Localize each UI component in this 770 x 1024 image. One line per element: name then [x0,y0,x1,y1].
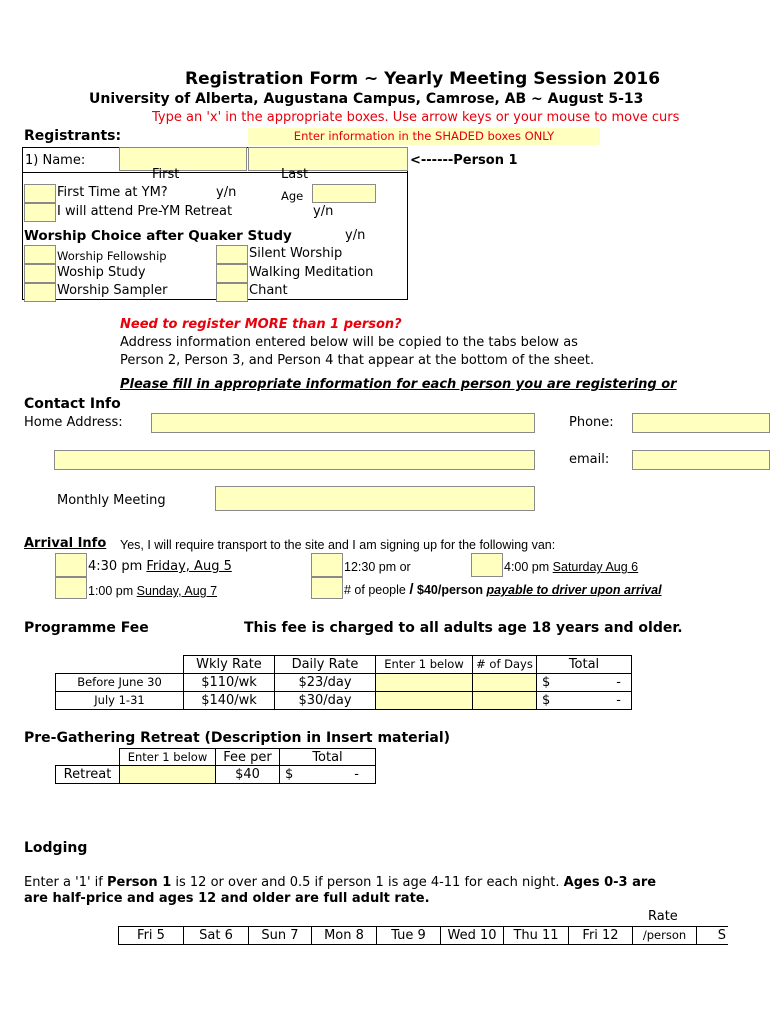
yn-label: y/n [216,185,237,200]
home-address-input[interactable] [151,413,535,433]
currency: $ [542,675,551,690]
van-sunday-day: Sunday, Aug 7 [136,584,218,598]
days-before-input[interactable] [472,673,537,692]
last-name-input[interactable] [248,147,408,171]
worship-study-input[interactable] [24,264,56,283]
pre-ym-input[interactable] [24,203,56,222]
phone-input[interactable] [632,413,770,433]
weekly-rate-before: $110/wk [183,673,275,692]
arrival-heading: Arrival Info [24,536,107,551]
lodging-text [24,875,728,891]
age-input[interactable] [312,184,376,203]
first-time-input[interactable] [24,184,56,203]
people-count-input[interactable] [311,577,343,599]
registrants-heading: Registrants: [24,128,122,144]
worship-fellowship-label: Worship Fellowship [57,249,167,263]
last-label: Last [281,167,309,182]
van-saturday-label [504,559,638,575]
weekly-rate-july: $140/wk [183,691,275,710]
lodging-text-c: is 12 or over and 0.5 if person 1 is age 4-11 for each night. [171,875,564,890]
address-line-2-input[interactable] [54,450,535,470]
van-friday-day: Friday, Aug 5 [146,559,232,574]
retreat-label: Retreat [55,765,120,784]
retreat-enter-input[interactable] [119,765,216,784]
chant-input[interactable] [216,283,248,302]
pre-ym-label: I will attend Pre-YM Retreat [57,204,233,219]
form-title: Registration Form ~ Yearly Meeting Session 2016 [185,69,661,89]
total-value: - [354,767,359,782]
email-label: email: [569,452,610,467]
total-before [536,673,632,692]
van-saturday-day: Saturday Aug 6 [552,560,639,574]
days-july-input[interactable] [472,691,537,710]
enter-july-input[interactable] [375,691,473,710]
retreat-fee: $40 [215,765,280,784]
retreat-total [279,765,376,784]
total-value: - [616,693,621,708]
worship-sampler-label: Worship Sampler [57,283,168,298]
retreat-col-total: Total [279,748,376,766]
yn-label: y/n [345,228,366,243]
people-label: # of people [344,583,406,597]
enter-before-input[interactable] [375,673,473,692]
monthly-meeting-input[interactable] [215,486,535,511]
email-input[interactable] [632,450,770,470]
monthly-meeting-label: Monthly Meeting [57,493,166,508]
total-july [536,691,632,710]
retreat-heading: Pre-Gathering Retreat (Description in Insert material) [24,730,451,746]
contact-heading: Contact Info [24,396,121,412]
row-label-before: Before June 30 [55,673,184,692]
chant-label: Chant [249,283,288,298]
first-name-input[interactable] [119,147,247,171]
retreat-col-fee: Fee per [215,748,280,766]
day-wed-10: Wed 10 [440,926,504,945]
lodging-rate-label: Rate [648,909,678,924]
payable-label: payable to driver upon arrival [486,583,662,597]
van-sunday-time-text: 1:00 pm [88,584,134,598]
worship-fellowship-input[interactable] [24,245,56,264]
programme-note: This fee is charged to all adults age 18 years and older. [244,620,683,636]
first-label: First [152,167,180,182]
silent-worship-label: Silent Worship [249,246,343,261]
age-label: Age [281,189,304,203]
lodging-text-a: Enter a '1' if [24,875,107,890]
worship-study-label: Woship Study [57,265,146,280]
name-label: 1) Name: [25,153,86,168]
van-1230-input[interactable] [311,553,343,577]
more-heading: Need to register MORE than 1 person? [120,317,402,332]
rate-per-person: /person [632,926,697,945]
total-value: - [616,675,621,690]
day-sun-7: Sun 7 [248,926,312,945]
worship-sampler-input[interactable] [24,283,56,302]
van-sunday-input[interactable] [55,577,87,599]
day-mon-8: Mon 8 [311,926,377,945]
currency: $ [285,767,294,782]
lodging-text-d: Ages 0-3 are [563,875,657,890]
people-price [344,582,662,598]
daily-rate-july: $30/day [274,691,376,710]
col-total: Total [536,655,632,674]
lodging-person: Person 1 [107,875,172,890]
van-friday-time [88,559,232,575]
col-enter-1: Enter 1 below [375,655,473,674]
person-1-label: <------Person 1 [410,153,518,168]
yn-label: y/n [313,204,334,219]
day-cut-off: S [696,926,728,945]
retreat-col-enter: Enter 1 below [119,748,216,766]
day-fri-5: Fri 5 [118,926,184,945]
walking-meditation-label: Walking Meditation [249,265,374,280]
phone-label: Phone: [569,415,614,430]
please-note-clip [120,377,728,393]
more-line-2: Person 2, Person 3, and Person 4 that appear at the bottom of the sheet. [120,353,595,368]
day-sat-6: Sat 6 [183,926,249,945]
lodging-text-clip [24,875,728,891]
home-address-label: Home Address: [24,415,123,430]
day-thu-11: Thu 11 [503,926,569,945]
please-note: Please fill in appropriate information for each person you are registering or [120,377,677,392]
daily-rate-before: $23/day [274,673,376,692]
col-weekly-rate: Wkly Rate [183,655,275,674]
arrival-text: Yes, I will require transport to the site and I am signing up for the following van: [120,538,556,552]
van-saturday-input[interactable] [471,553,503,577]
first-time-label: First Time at YM? [57,185,168,200]
row-label-july: July 1-31 [55,691,184,710]
van-saturday-time: 4:00 pm [504,560,550,574]
day-fri-12: Fri 12 [568,926,633,945]
slash: / [409,581,414,598]
col-days: # of Days [472,655,537,674]
van-1230-label: 12:30 pm or [344,560,411,574]
shaded-note: Enter information in the SHADED boxes ONLY [248,128,600,145]
worship-heading: Worship Choice after Quaker Study [24,228,292,244]
currency: $ [542,693,551,708]
silent-worship-input[interactable] [216,245,248,264]
lodging-heading: Lodging [24,840,88,856]
van-friday-input[interactable] [55,553,87,577]
more-line-1: Address information entered below will be copied to the tabs below as [120,335,578,350]
programme-heading: Programme Fee [24,620,149,636]
col-daily-rate: Daily Rate [274,655,376,674]
divider [22,172,408,173]
lodging-line-2: are half-price and ages 12 and older are full adult rate. [24,891,430,906]
walking-meditation-input[interactable] [216,264,248,283]
instruction-text: Type an 'x' in the appropriate boxes. Use arrow keys or your mouse to move curs [152,110,680,125]
van-friday-time-text: 4:30 pm [88,559,143,574]
day-tue-9: Tue 9 [376,926,441,945]
form-subtitle: University of Alberta, Augustana Campus, Camrose, AB ~ August 5-13 [89,91,644,107]
price-label: $40/person [417,583,484,597]
van-sunday-time [88,583,217,599]
